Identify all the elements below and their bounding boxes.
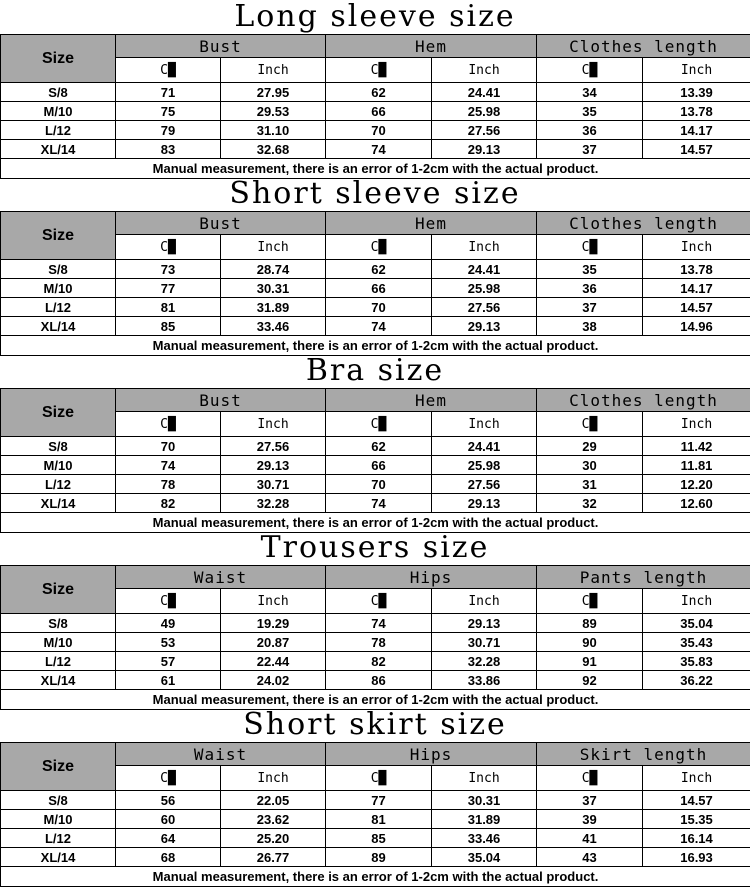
size-label: M/10 [1,102,116,121]
measure-group-header: Waist [116,566,326,589]
measure-cell: 12.60 [643,494,750,513]
size-label: L/12 [1,298,116,317]
measure-cell: 32.28 [432,652,537,671]
size-label: XL/14 [1,140,116,159]
measure-cell: 14.57 [643,791,750,810]
unit-cm: C█ [116,766,221,791]
size-table [0,34,750,179]
table-row [1,456,750,475]
measure-cell: 16.93 [643,848,750,867]
measurement-note: Manual measurement, there is an error of 1-2cm with the actual product. [1,867,750,887]
measure-cell: 35 [537,260,643,279]
measure-cell: 35.43 [643,633,750,652]
size-column-header: Size [1,389,116,437]
unit-cm: C█ [537,412,643,437]
unit-cm: C█ [326,766,432,791]
measure-group-header: Pants length [537,566,750,589]
measure-cell: 29.13 [432,614,537,633]
unit-inch: Inch [221,235,326,260]
unit-inch: Inch [432,412,537,437]
size-label: XL/14 [1,494,116,513]
measure-cell: 35.83 [643,652,750,671]
measure-cell: 13.39 [643,83,750,102]
section-title: Trousers size [0,531,750,565]
unit-inch: Inch [643,589,750,614]
table-row [1,829,750,848]
size-label: M/10 [1,810,116,829]
measure-cell: 85 [326,829,432,848]
size-label: S/8 [1,437,116,456]
size-column-header: Size [1,743,116,791]
measure-cell: 27.56 [432,121,537,140]
measurement-note: Manual measurement, there is an error of 1-2cm with the actual product. [1,513,750,533]
measure-cell: 77 [326,791,432,810]
measure-cell: 36 [537,279,643,298]
measure-group-header: Hips [326,743,537,766]
table-row [1,317,750,336]
unit-cm: C█ [116,58,221,83]
size-label: S/8 [1,614,116,633]
measure-cell: 15.35 [643,810,750,829]
unit-cm: C█ [537,589,643,614]
size-column-header: Size [1,35,116,83]
measure-cell: 91 [537,652,643,671]
measure-cell: 29.13 [432,317,537,336]
measure-cell: 31 [537,475,643,494]
table-row [1,652,750,671]
measure-cell: 33.86 [432,671,537,690]
unit-inch: Inch [432,58,537,83]
unit-inch: Inch [221,589,326,614]
measure-cell: 74 [326,494,432,513]
measure-cell: 37 [537,791,643,810]
measure-cell: 78 [116,475,221,494]
measure-group-header: Clothes length [537,35,750,58]
measure-cell: 11.42 [643,437,750,456]
measure-cell: 85 [116,317,221,336]
table-row [1,83,750,102]
unit-inch: Inch [221,412,326,437]
measure-cell: 13.78 [643,102,750,121]
table-row [1,494,750,513]
measure-cell: 70 [326,475,432,494]
size-label: XL/14 [1,317,116,336]
table-row [1,671,750,690]
measure-cell: 12.20 [643,475,750,494]
unit-inch: Inch [643,766,750,791]
measure-cell: 34 [537,83,643,102]
size-label: L/12 [1,829,116,848]
measure-cell: 61 [116,671,221,690]
measure-cell: 83 [116,140,221,159]
measure-cell: 16.14 [643,829,750,848]
measure-cell: 30.31 [432,791,537,810]
measure-cell: 25.98 [432,456,537,475]
unit-cm: C█ [326,58,432,83]
header-row [1,35,750,58]
measure-cell: 32 [537,494,643,513]
measure-cell: 30.71 [221,475,326,494]
measure-cell: 29 [537,437,643,456]
measure-cell: 29.13 [432,494,537,513]
measure-cell: 35.04 [432,848,537,867]
unit-inch: Inch [643,412,750,437]
measure-cell: 89 [326,848,432,867]
table-row [1,121,750,140]
unit-inch: Inch [643,58,750,83]
measure-cell: 64 [116,829,221,848]
size-label: S/8 [1,791,116,810]
measure-cell: 23.62 [221,810,326,829]
measure-cell: 66 [326,279,432,298]
measure-cell: 82 [326,652,432,671]
measure-cell: 41 [537,829,643,848]
table-row [1,810,750,829]
measure-cell: 75 [116,102,221,121]
measure-cell: 19.29 [221,614,326,633]
size-label: XL/14 [1,848,116,867]
section-title: Long sleeve size [0,0,750,34]
measure-cell: 31.10 [221,121,326,140]
measure-cell: 22.05 [221,791,326,810]
measure-cell: 39 [537,810,643,829]
section-title: Bra size [0,354,750,388]
measure-cell: 60 [116,810,221,829]
measure-cell: 14.57 [643,140,750,159]
measure-cell: 27.56 [432,298,537,317]
measure-cell: 22.44 [221,652,326,671]
measure-cell: 27.56 [432,475,537,494]
measure-cell: 31.89 [432,810,537,829]
measure-cell: 24.41 [432,437,537,456]
measure-cell: 24.41 [432,83,537,102]
measure-cell: 38 [537,317,643,336]
measure-group-header: Bust [116,389,326,412]
measure-cell: 27.56 [221,437,326,456]
measure-cell: 74 [326,614,432,633]
measure-cell: 90 [537,633,643,652]
measure-cell: 25.98 [432,102,537,121]
measure-cell: 32.68 [221,140,326,159]
measure-cell: 30.31 [221,279,326,298]
size-table [0,565,750,710]
measure-cell: 66 [326,456,432,475]
measure-group-header: Clothes length [537,212,750,235]
measure-cell: 62 [326,83,432,102]
section-title: Short sleeve size [0,177,750,211]
measure-cell: 62 [326,437,432,456]
measure-cell: 92 [537,671,643,690]
measure-cell: 86 [326,671,432,690]
measure-cell: 33.46 [221,317,326,336]
measure-cell: 77 [116,279,221,298]
measure-cell: 70 [326,298,432,317]
size-column-header: Size [1,212,116,260]
measure-cell: 24.02 [221,671,326,690]
unit-inch: Inch [221,58,326,83]
measure-cell: 74 [326,317,432,336]
measure-group-header: Hem [326,35,537,58]
measure-cell: 82 [116,494,221,513]
measure-group-header: Clothes length [537,389,750,412]
measure-cell: 25.98 [432,279,537,298]
measure-cell: 20.87 [221,633,326,652]
measure-cell: 81 [326,810,432,829]
measure-cell: 13.78 [643,260,750,279]
table-row [1,260,750,279]
size-table [0,388,750,533]
size-label: M/10 [1,279,116,298]
header-row [1,389,750,412]
measure-cell: 74 [116,456,221,475]
measure-cell: 37 [537,298,643,317]
measure-cell: 33.46 [432,829,537,848]
table-row [1,614,750,633]
measure-group-header: Bust [116,212,326,235]
measurement-note: Manual measurement, there is an error of 1-2cm with the actual product. [1,159,750,179]
measure-cell: 70 [326,121,432,140]
section-title: Short skirt size [0,708,750,742]
measure-cell: 29.13 [221,456,326,475]
unit-inch: Inch [221,766,326,791]
measure-cell: 28.74 [221,260,326,279]
measure-cell: 30.71 [432,633,537,652]
note-row [1,867,750,887]
header-row [1,212,750,235]
measure-cell: 25.20 [221,829,326,848]
measure-cell: 53 [116,633,221,652]
unit-cm: C█ [116,235,221,260]
measure-cell: 14.96 [643,317,750,336]
measure-cell: 27.95 [221,83,326,102]
measure-cell: 68 [116,848,221,867]
size-label: L/12 [1,652,116,671]
unit-cm: C█ [326,235,432,260]
size-table [0,742,750,887]
unit-cm: C█ [537,235,643,260]
measure-cell: 31.89 [221,298,326,317]
measure-cell: 78 [326,633,432,652]
measure-group-header: Hem [326,212,537,235]
measure-cell: 24.41 [432,260,537,279]
size-table [0,211,750,356]
measure-cell: 43 [537,848,643,867]
table-row [1,633,750,652]
measure-cell: 81 [116,298,221,317]
size-label: S/8 [1,260,116,279]
table-row [1,102,750,121]
measure-cell: 26.77 [221,848,326,867]
measure-cell: 57 [116,652,221,671]
size-label: S/8 [1,83,116,102]
measurement-note: Manual measurement, there is an error of 1-2cm with the actual product. [1,336,750,356]
table-row [1,848,750,867]
size-label: M/10 [1,633,116,652]
measure-cell: 14.57 [643,298,750,317]
measure-cell: 66 [326,102,432,121]
unit-cm: C█ [116,589,221,614]
measure-cell: 71 [116,83,221,102]
measure-cell: 30 [537,456,643,475]
measure-group-header: Skirt length [537,743,750,766]
table-row [1,298,750,317]
measure-cell: 29.13 [432,140,537,159]
measure-group-header: Bust [116,35,326,58]
measure-cell: 79 [116,121,221,140]
unit-inch: Inch [432,235,537,260]
measurement-note: Manual measurement, there is an error of 1-2cm with the actual product. [1,690,750,710]
table-row [1,140,750,159]
measure-cell: 89 [537,614,643,633]
unit-cm: C█ [116,412,221,437]
measure-cell: 35.04 [643,614,750,633]
measure-group-header: Waist [116,743,326,766]
measure-cell: 74 [326,140,432,159]
unit-cm: C█ [326,589,432,614]
table-row [1,279,750,298]
table-row [1,475,750,494]
measure-group-header: Hem [326,389,537,412]
measure-group-header: Hips [326,566,537,589]
measure-cell: 35 [537,102,643,121]
measure-cell: 36 [537,121,643,140]
measure-cell: 49 [116,614,221,633]
unit-inch: Inch [432,766,537,791]
header-row [1,743,750,766]
size-label: M/10 [1,456,116,475]
measure-cell: 56 [116,791,221,810]
measure-cell: 32.28 [221,494,326,513]
measure-cell: 70 [116,437,221,456]
size-label: L/12 [1,121,116,140]
size-label: XL/14 [1,671,116,690]
unit-inch: Inch [643,235,750,260]
measure-cell: 11.81 [643,456,750,475]
table-row [1,791,750,810]
size-label: L/12 [1,475,116,494]
measure-cell: 36.22 [643,671,750,690]
table-row [1,437,750,456]
unit-cm: C█ [537,58,643,83]
measure-cell: 14.17 [643,121,750,140]
measure-cell: 37 [537,140,643,159]
header-row [1,566,750,589]
unit-inch: Inch [432,589,537,614]
unit-cm: C█ [537,766,643,791]
measure-cell: 29.53 [221,102,326,121]
measure-cell: 73 [116,260,221,279]
size-column-header: Size [1,566,116,614]
measure-cell: 14.17 [643,279,750,298]
measure-cell: 62 [326,260,432,279]
unit-cm: C█ [326,412,432,437]
